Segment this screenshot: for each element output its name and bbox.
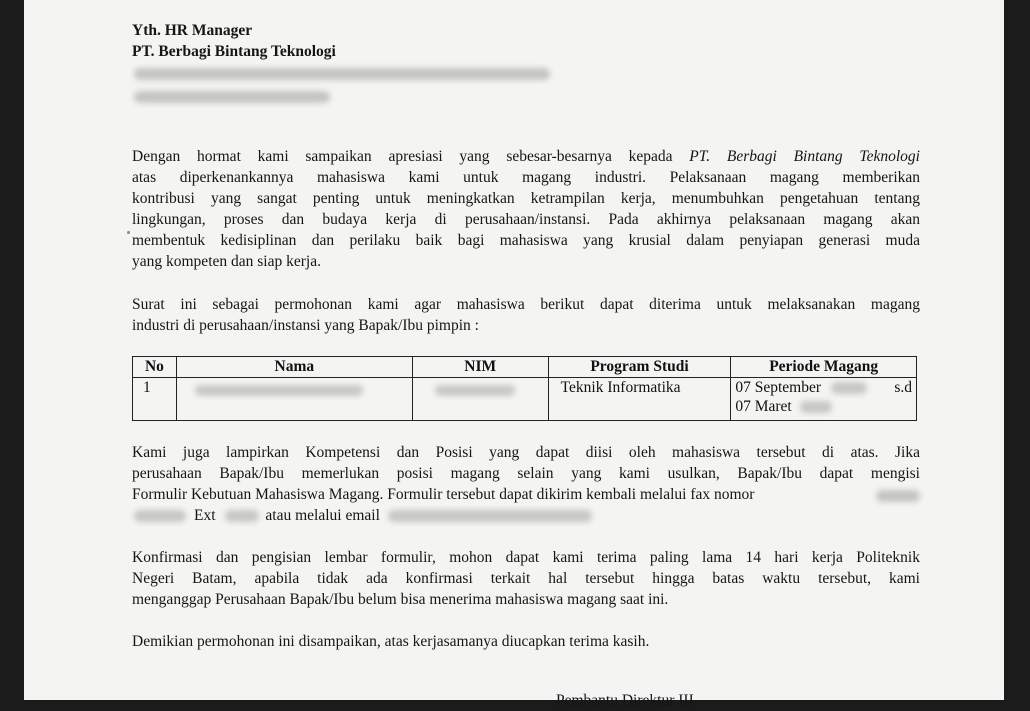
period-end: 07 Maret [735, 398, 792, 415]
p1-company-name: PT. Berbagi Bintang Teknologi [689, 148, 920, 165]
signature-title-partial: Pembantu Direktur III [556, 692, 694, 709]
p5-line1: Demikian permohonan ini disampaikan, atas kerjasamanya diucapkan terima kasih. [132, 633, 650, 650]
p4-line1: Konfirmasi dan pengisian lembar formulir, mohon dapat kami terima paling lama 14 hari kerja Politeknik [132, 549, 920, 566]
letter-page [24, 0, 1004, 709]
redacted-address-line2 [134, 91, 330, 103]
cell-program-studi: Teknik Informatika [548, 378, 731, 421]
paragraph-closing [132, 631, 920, 652]
p1-line5: membentuk kedisiplinan dan perilaku baik bagi mahasiswa yang krusial dalam penyiapan generasi muda [132, 232, 920, 249]
p3-email-label: atau melalui email [265, 507, 380, 524]
cell-no: 1 [133, 378, 177, 421]
paper-speck [127, 231, 130, 234]
cell-nim-redacted [412, 378, 548, 421]
redacted-ext-number [225, 510, 259, 522]
redacted-fax-number [134, 510, 186, 522]
paragraph-appreciation [132, 146, 920, 272]
p3-line1: Kami juga lampirkan Kompetensi dan Posisi yang dapat diisi oleh mahasiswa tersebut di atas. Jika [132, 444, 920, 461]
header-nim: NIM [412, 357, 548, 378]
recipient-company: PT. Berbagi Bintang Teknologi [132, 43, 336, 60]
p3-line3: Formulir Kebutuan Mahasiswa Magang. Formulir tersebut dapat dikirim kembali melalui fax nomor [132, 486, 755, 503]
redacted-name [195, 385, 363, 396]
p1-line4: lingkungan, proses dan budaya kerja di perusahaan/instansi. Pada akhirnya pelaksanaan magang akan [132, 211, 920, 228]
period-start: 07 September [735, 379, 822, 396]
p1-line1-text: Dengan hormat kami sampaikan apresiasi yang sebesar-besarnya kepada [132, 148, 690, 165]
p1-line3: kontribusi yang sangat penting untuk meningkatkan ketrampilan kerja, menumbuhkan pengetahuan tentang [132, 190, 920, 207]
cell-nama-redacted [176, 378, 412, 421]
header-periode-magang: Periode Magang [731, 357, 917, 378]
table-header-row [133, 357, 917, 378]
p3-line4 [132, 505, 920, 526]
p1-line6: yang kompeten dan siap kerja. [132, 253, 321, 270]
p3-ext-label: Ext [194, 507, 216, 524]
paragraph-confirmation [132, 547, 920, 610]
header-nama: Nama [176, 357, 412, 378]
intern-table [132, 356, 917, 421]
redacted-email [388, 510, 592, 522]
paragraph-request [132, 294, 920, 336]
redacted-fax-prefix [876, 490, 920, 502]
redacted-address-line1 [134, 68, 550, 80]
cell-periode [731, 378, 917, 421]
p2-line1: Surat ini sebagai permohonan kami agar mahasiswa berikut dapat diterima untuk melaksanakan magang [132, 296, 920, 313]
period-line1 [735, 378, 912, 397]
header-no: No [133, 357, 177, 378]
table-row [133, 378, 917, 421]
p3-line2: perusahaan Bapak/Ibu memerlukan posisi magang selain yang kami usulkan, Bapak/Ibu dapat mengisi [132, 465, 920, 482]
p4-line3: menganggap Perusahaan Bapak/Ibu belum bisa menerima mahasiswa magang saat ini. [132, 591, 669, 608]
p1-line1 [132, 146, 920, 167]
redacted-nim [435, 385, 515, 396]
p4-line2: Negeri Batam, apabila tidak ada konfirmasi terkait hal tersebut hingga batas waktu tersebut, kami [132, 570, 920, 587]
paragraph-attachment [132, 442, 920, 526]
header-program-studi: Program Studi [548, 357, 731, 378]
recipient-title: Yth. HR Manager [132, 22, 253, 39]
redacted-year-start [831, 382, 867, 394]
p1-line2: atas diperkenankannya mahasiswa kami untuk magang industri. Pelaksanaan magang memberikan [132, 169, 920, 186]
redacted-year-end [800, 401, 832, 413]
period-line2 [735, 397, 912, 416]
p2-line2: industri di perusahaan/instansi yang Bapak/Ibu pimpin : [132, 317, 479, 334]
period-sd: s.d [894, 379, 912, 396]
